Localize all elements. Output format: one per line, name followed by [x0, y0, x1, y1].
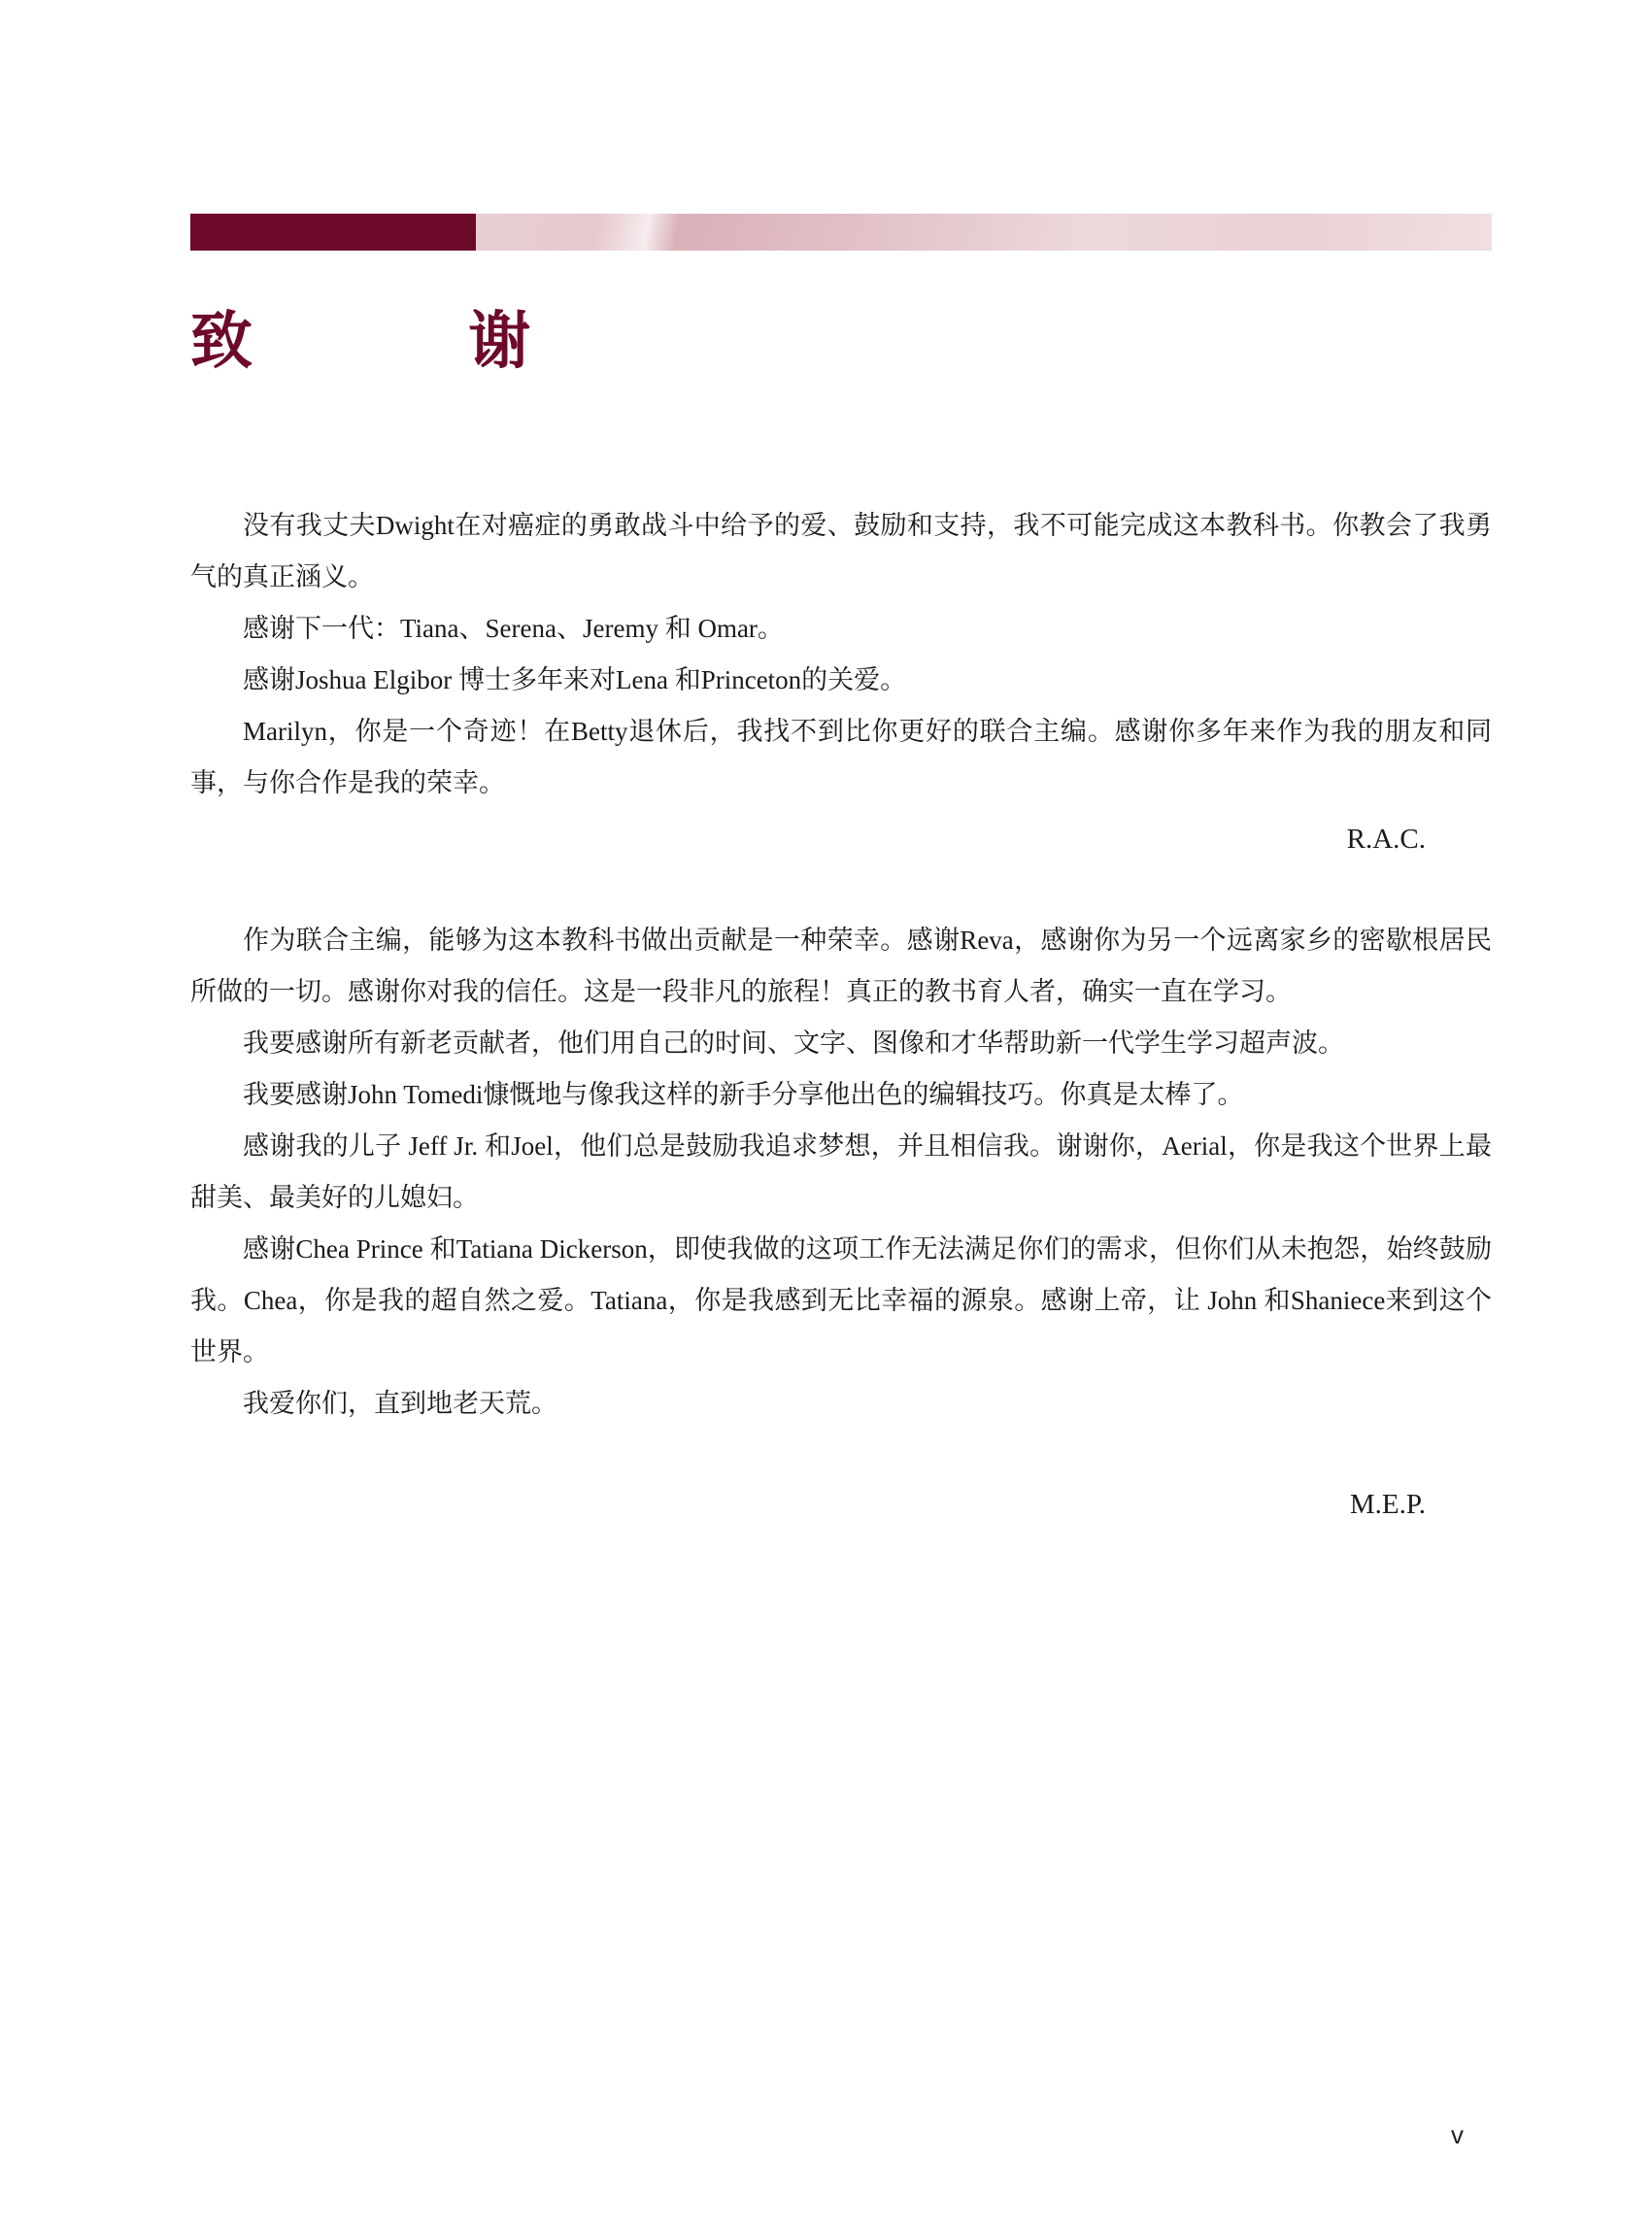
paragraph: 我要感谢John Tomedi慷慨地与像我这样的新手分享他出色的编辑技巧。你真是太棒了。: [243, 1080, 1244, 1109]
paragraph: 作为联合主编，能够为这本教科书做出贡献是一种荣幸。感谢Reva，感谢你为另一个远离家乡的密歇根居民所做的一切。感谢你对我的信任。这是一段非凡的旅程！真正的教书育人者，确实一直在学习。: [190, 926, 1492, 1006]
acknowledgements-body: [190, 500, 1492, 1531]
paragraph: Marilyn，你是一个奇迹！在Betty退休后，我找不到比你更好的联合主编。感谢你多年来作为我的朋友和同事，与你合作是我的荣幸。: [190, 717, 1492, 797]
paragraph: 我爱你们，直到地老天荒。: [243, 1389, 557, 1418]
signature-rac: R.A.C.: [1346, 824, 1426, 855]
acknowledgement-section-mep: [190, 915, 1492, 1430]
paragraph: 感谢我的儿子 Jeff Jr. 和Joel，他们总是鼓励我追求梦想，并且相信我。谢谢你，Aerial，你是我这个世界上最甜美、最美好的儿媳妇。: [190, 1131, 1492, 1212]
page-number: v: [1451, 2120, 1464, 2149]
paragraph: 没有我丈夫Dwight在对癌症的勇敢战斗中给予的爱、鼓励和支持，我不可能完成这本教科书。你教会了我勇气的真正涵义。: [190, 511, 1492, 591]
header-bar-gradient: [476, 214, 1492, 251]
paragraph: 感谢下一代：Tiana、Serena、Jeremy 和 Omar。: [243, 614, 784, 643]
header-bar-accent: [190, 214, 476, 251]
paragraph: 感谢Chea Prince 和Tatiana Dickerson，即使我做的这项工作无法满足你们的需求，但你们从未抱怨，始终鼓励我。Chea，你是我的超自然之爱。Tatiana，你是我感到无比幸福的源泉。感谢上帝，让 John 和Shaniece来到这个世界。: [190, 1234, 1492, 1366]
acknowledgement-section-rac: [190, 500, 1492, 809]
page-title: 致 谢: [190, 306, 628, 378]
paragraph: 感谢Joshua Elgibor 博士多年来对Lena 和Princeton的关爱。: [243, 665, 907, 694]
paragraph: 我要感谢所有新老贡献者，他们用自己的时间、文字、图像和才华帮助新一代学生学习超声波。: [243, 1029, 1344, 1058]
signature-mep: M.E.P.: [1349, 1489, 1426, 1520]
header-bar: [190, 214, 1492, 251]
